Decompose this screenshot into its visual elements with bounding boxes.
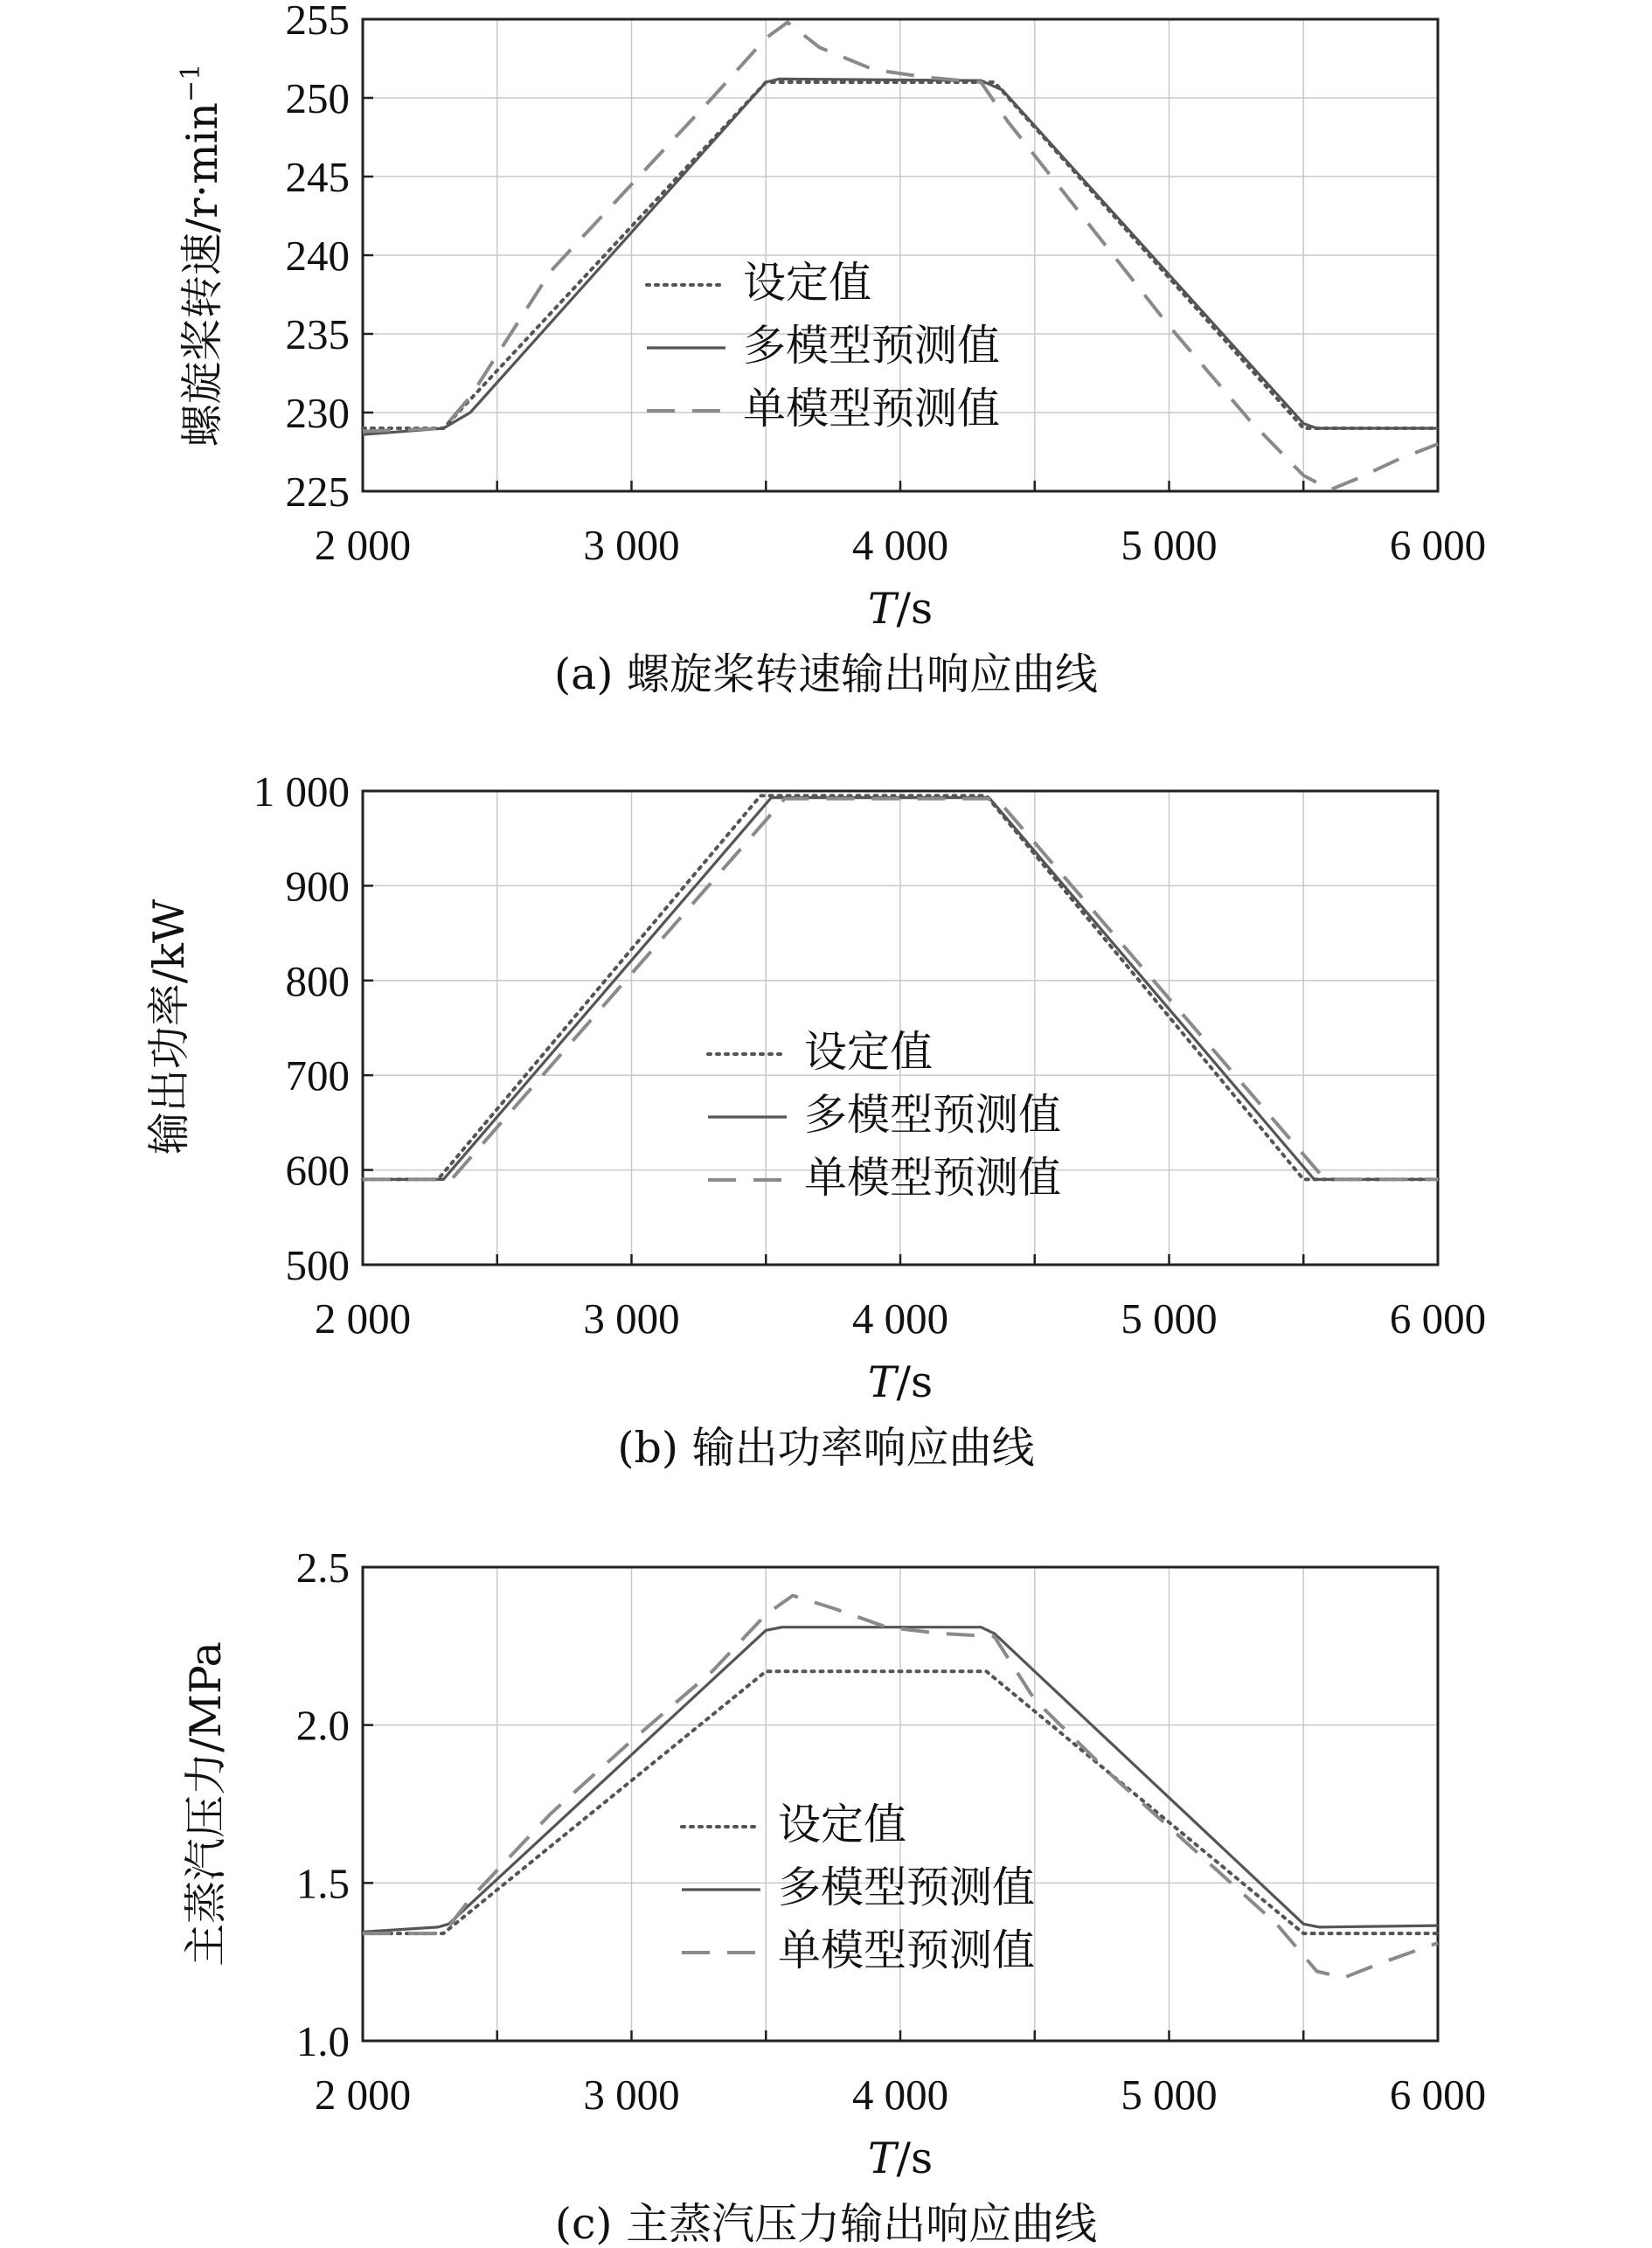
y-tick-label: 1.0 [295,2017,350,2065]
legend-label: 单模型预测值 [804,1153,1062,1203]
chart-caption: (a) 螺旋桨转速输出响应曲线 [553,649,1099,699]
x-tick-label: 4 000 [851,1294,949,1343]
legend-label: 设定值 [743,258,872,308]
x-tick-label: 6 000 [1389,1294,1487,1343]
x-tick-label: 4 000 [851,2071,949,2119]
y-axis-title [176,64,227,447]
y-axis-title-text: 主蒸汽压力/MPa [181,1641,231,1967]
x-axis-title [868,584,933,634]
x-axis-title-variable: T [867,584,897,634]
x-axis-title-unit: /s [896,2134,934,2183]
legend-label: 设定值 [778,1800,907,1849]
y-tick-label: 800 [285,956,350,1005]
legend-label: 多模型预测值 [778,1863,1036,1912]
y-tick-label: 250 [285,74,350,122]
chart-caption: (b) 输出功率响应曲线 [617,1423,1035,1473]
x-axis-title-unit: /s [896,584,934,634]
legend-label: 设定值 [804,1027,934,1077]
x-axis-title-unit: /s [896,1357,934,1407]
y-tick-label: 245 [285,153,350,201]
y-tick-label: 1 000 [253,767,350,815]
y-axis-title [144,899,194,1155]
x-tick-label: 5 000 [1121,521,1218,569]
x-tick-label: 2 000 [314,2071,412,2119]
x-axis-title [868,1357,933,1407]
y-tick-label: 225 [285,468,350,516]
y-axis-title-text: 输出功率/kW [144,899,194,1155]
x-tick-label: 4 000 [851,521,949,569]
y-tick-label: 900 [285,862,350,911]
x-axis-title-variable: T [867,1357,897,1407]
x-tick-label: 6 000 [1389,521,1487,569]
y-tick-label: 700 [285,1051,350,1100]
legend-label: 多模型预测值 [804,1090,1062,1140]
x-tick-label: 3 000 [583,2071,680,2119]
x-axis-title [868,2134,933,2183]
y-tick-label: 2.0 [295,1701,350,1750]
y-tick-label: 2.5 [295,1544,350,1592]
x-tick-label: 3 000 [583,1294,680,1343]
y-tick-label: 255 [285,0,350,44]
legend-label: 单模型预测值 [778,1925,1036,1975]
chart-propeller-speed [176,0,1486,699]
y-tick-label: 500 [285,1241,350,1289]
chart-caption: (c) 主蒸汽压力输出响应曲线 [554,2199,1098,2248]
y-axis-title-text: 螺旋桨转速/r·min [177,102,227,448]
x-tick-label: 6 000 [1389,2071,1487,2119]
x-tick-label: 5 000 [1121,1294,1218,1343]
legend-label: 单模型预测值 [743,384,1001,434]
y-tick-label: 1.5 [295,1859,350,1908]
y-tick-label: 230 [285,389,350,437]
x-tick-label: 5 000 [1121,2071,1218,2119]
y-tick-label: 600 [285,1146,350,1195]
y-tick-label: 235 [285,310,350,358]
y-axis-title-superscript: −1 [176,63,206,103]
x-tick-label: 2 000 [314,1294,412,1343]
y-axis-title [181,1641,231,1967]
y-tick-label: 240 [285,232,350,280]
legend-label: 多模型预测值 [743,321,1001,371]
chart-output-power [144,767,1486,1473]
x-tick-label: 3 000 [583,521,680,569]
chart-main-steam-pressure [181,1544,1486,2248]
x-tick-label: 2 000 [314,521,412,569]
x-axis-title-variable: T [867,2134,897,2183]
